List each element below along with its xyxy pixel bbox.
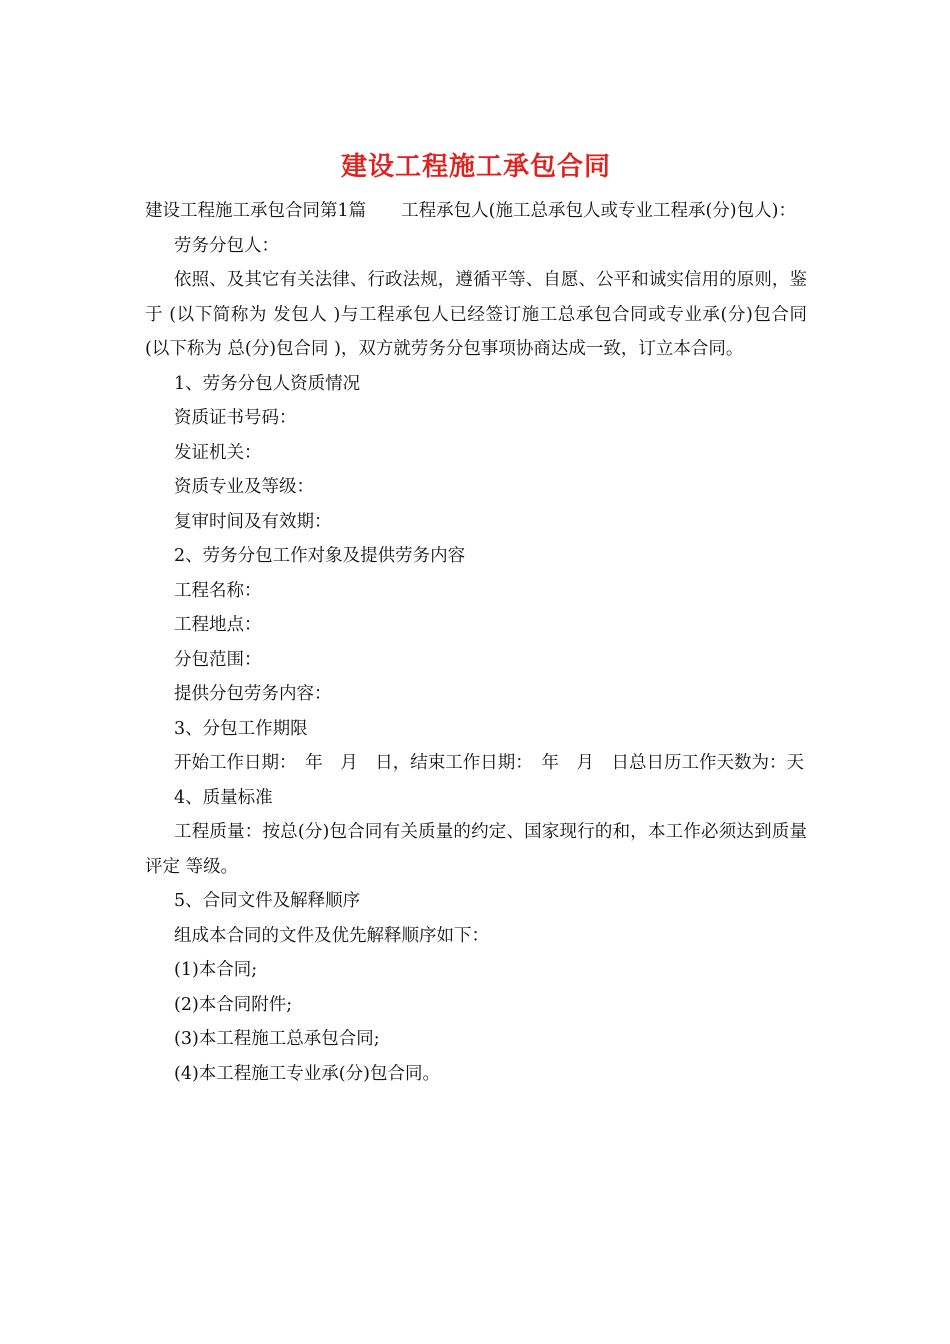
paragraph: 发证机关： xyxy=(174,442,262,463)
paragraph: 工程名称： xyxy=(174,580,262,601)
document-body xyxy=(145,194,807,1091)
paragraph: 分包范围： xyxy=(174,649,262,670)
paragraph: 工程质量：按总(分)包合同有关质量的约定、国家现行的和，本工作必须达到质量评定 等级。 xyxy=(145,822,807,877)
paragraph: 建设工程施工承包合同第1篇 工程承包人(施工总承包人或专业工程承(分)包人)： xyxy=(145,201,796,221)
paragraph: 4、质量标准 xyxy=(174,787,273,808)
paragraph: 资质专业及等级： xyxy=(174,477,314,497)
paragraph: (3)本工程施工总承包合同; xyxy=(174,1029,380,1049)
paragraph: 开始工作日期： 年 月 日，结束工作日期： 年 月 日总日历工作天数为：天 xyxy=(174,753,804,773)
paragraph: 复审时间及有效期： xyxy=(174,511,332,532)
paragraph: 1、劳务分包人资质情况 xyxy=(174,373,361,394)
paragraph: 劳务分包人： xyxy=(174,235,279,256)
paragraph: (1)本合同; xyxy=(174,960,258,980)
paragraph: 依照、及其它有关法律、行政法规，遵循平等、自愿、公平和诚实信用的原则，鉴于 (以下简称为 发包人 )与工程承包人已经签订施工总承包合同或专业承(分)包合同(以下称为 总(分)包合同 )，双方就劳务分包事项协商达成一致，订立本合同。 xyxy=(145,270,807,359)
paragraph: 5、合同文件及解释顺序 xyxy=(174,891,361,911)
paragraph: 2、劳务分包工作对象及提供劳务内容 xyxy=(174,546,466,566)
paragraph: 3、分包工作期限 xyxy=(174,718,308,739)
paragraph: (4)本工程施工专业承(分)包合同。 xyxy=(174,1063,440,1084)
paragraph: 工程地点： xyxy=(174,615,262,635)
document-page xyxy=(145,150,807,1091)
paragraph: 提供分包劳务内容： xyxy=(174,684,332,704)
paragraph: 资质证书号码： xyxy=(174,408,297,428)
paragraph: (2)本合同附件; xyxy=(174,994,293,1015)
document-title: 建设工程施工承包合同 xyxy=(340,152,611,182)
paragraph: 组成本合同的文件及优先解释顺序如下： xyxy=(174,925,489,946)
